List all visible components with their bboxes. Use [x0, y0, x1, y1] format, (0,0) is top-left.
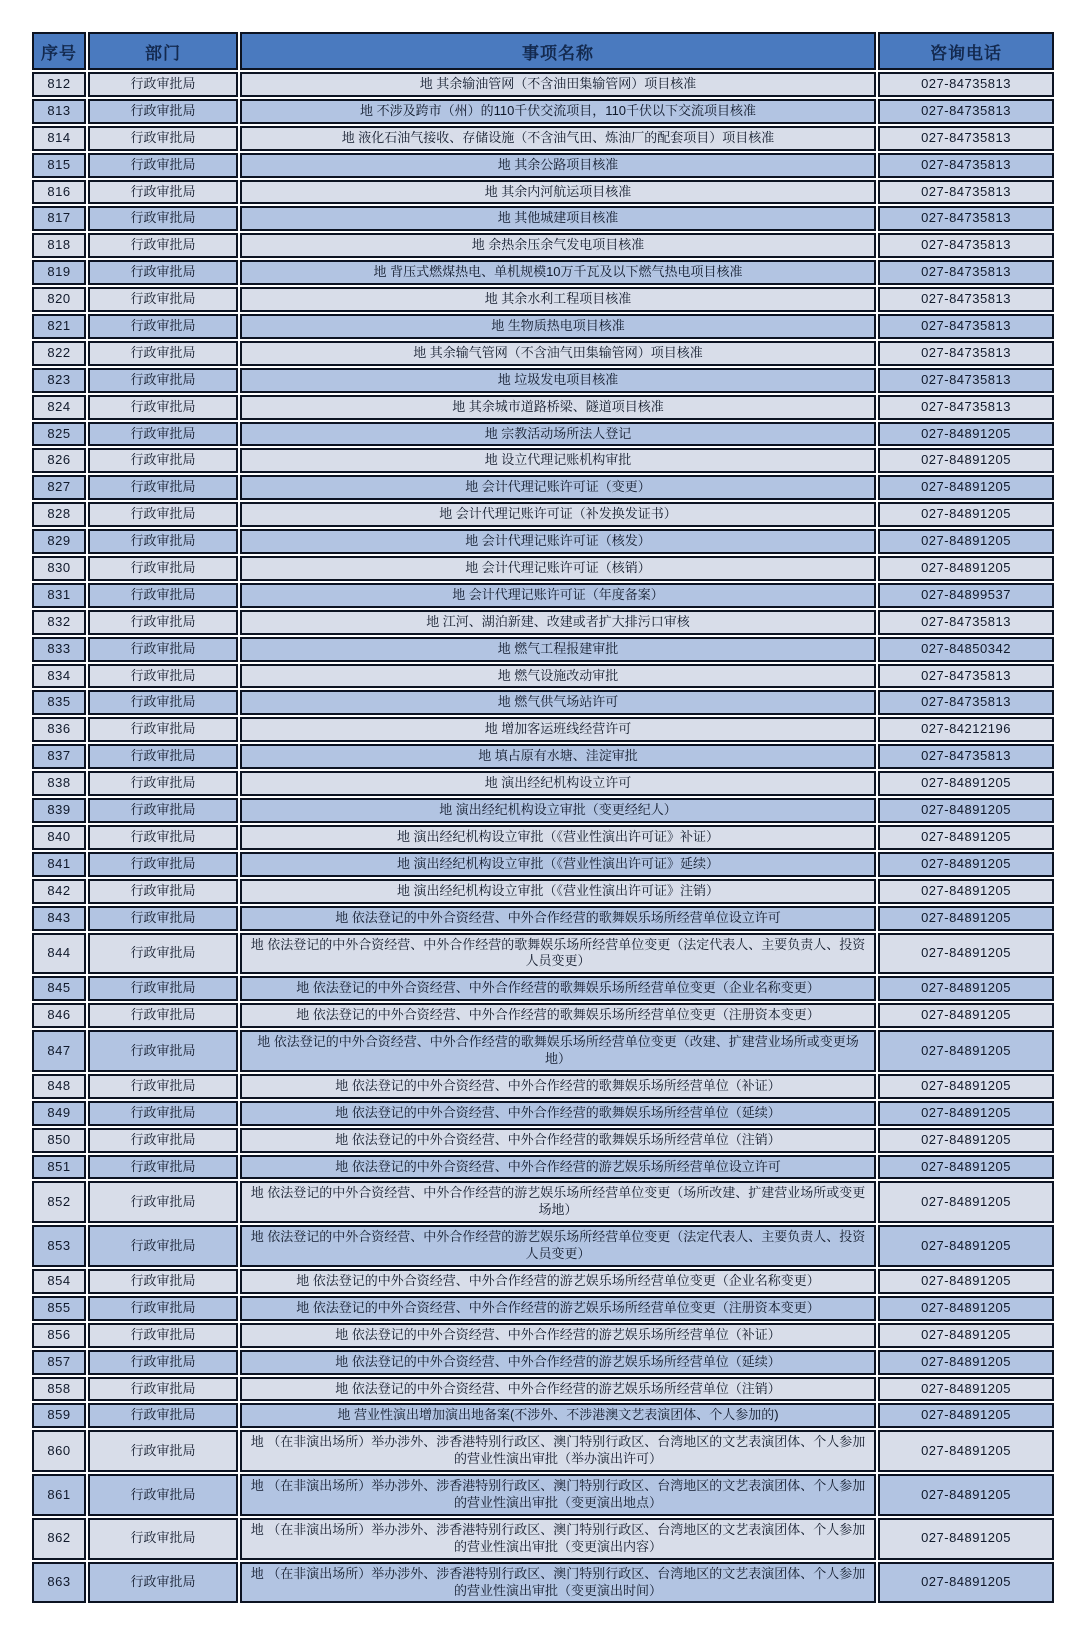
- item-name-cell: 地 依法登记的中外合资经营、中外合作经营的游艺娱乐场所经营单位（补证）: [240, 1323, 876, 1348]
- phone-cell: 027-84891205: [878, 1430, 1054, 1472]
- table-row: [32, 556, 1054, 581]
- row-number-cell: 845: [32, 976, 86, 1001]
- department-cell: 行政审批局: [88, 744, 238, 769]
- item-name-cell: 地 会计代理记账许可证（补发换发证书）: [240, 502, 876, 527]
- table-row: [32, 1269, 1054, 1294]
- item-name-cell: 地 其他城建项目核准: [240, 206, 876, 231]
- item-name-cell: 地 液化石油气接收、存储设施（不含油气田、炼油厂的配套项目）项目核准: [240, 126, 876, 151]
- table-row: [32, 1074, 1054, 1099]
- table-row: [32, 1518, 1054, 1560]
- phone-cell: 027-84850342: [878, 637, 1054, 662]
- row-number-cell: 828: [32, 502, 86, 527]
- department-cell: 行政审批局: [88, 260, 238, 285]
- department-cell: 行政审批局: [88, 341, 238, 366]
- row-number-cell: 848: [32, 1074, 86, 1099]
- phone-cell: 027-84212196: [878, 717, 1054, 742]
- phone-cell: 027-84891205: [878, 1030, 1054, 1072]
- department-cell: 行政审批局: [88, 933, 238, 975]
- department-cell: 行政审批局: [88, 287, 238, 312]
- department-cell: 行政审批局: [88, 879, 238, 904]
- item-name-cell: 地 依法登记的中外合资经营、中外合作经营的歌舞娱乐场所经营单位设立许可: [240, 906, 876, 931]
- department-cell: 行政审批局: [88, 1377, 238, 1402]
- row-number-cell: 836: [32, 717, 86, 742]
- column-header-dept: 部门: [88, 32, 238, 70]
- department-cell: 行政审批局: [88, 395, 238, 420]
- department-cell: 行政审批局: [88, 976, 238, 1001]
- table-row: [32, 798, 1054, 823]
- item-name-cell: 地 垃圾发电项目核准: [240, 368, 876, 393]
- table-row: [32, 99, 1054, 124]
- department-cell: 行政审批局: [88, 664, 238, 689]
- item-name-cell: 地 燃气设施改动审批: [240, 664, 876, 689]
- table-header: [32, 32, 1054, 70]
- item-name-cell: 地 演出经纪机构设立许可: [240, 771, 876, 796]
- phone-cell: 027-84891205: [878, 1350, 1054, 1375]
- item-name-cell: 地 生物质热电项目核准: [240, 314, 876, 339]
- item-name-cell: 地 燃气供气场站许可: [240, 690, 876, 715]
- phone-cell: 027-84899537: [878, 583, 1054, 608]
- department-cell: 行政审批局: [88, 233, 238, 258]
- department-cell: 行政审批局: [88, 1074, 238, 1099]
- item-name-cell: 地 其余水利工程项目核准: [240, 287, 876, 312]
- table-row: [32, 1101, 1054, 1126]
- phone-cell: 027-84891205: [878, 1269, 1054, 1294]
- department-cell: 行政审批局: [88, 825, 238, 850]
- item-name-cell: 地 不涉及跨市（州）的110千伏交流项目，110千伏以下交流项目核准: [240, 99, 876, 124]
- row-number-cell: 825: [32, 422, 86, 447]
- department-cell: 行政审批局: [88, 206, 238, 231]
- item-name-cell: 地 会计代理记账许可证（核发）: [240, 529, 876, 554]
- table-row: [32, 1430, 1054, 1472]
- item-name-cell: 地 依法登记的中外合资经营、中外合作经营的歌舞娱乐场所经营单位（注销）: [240, 1128, 876, 1153]
- department-cell: 行政审批局: [88, 1403, 238, 1428]
- table-row: [32, 906, 1054, 931]
- row-number-cell: 842: [32, 879, 86, 904]
- item-name-cell: 地 依法登记的中外合资经营、中外合作经营的歌舞娱乐场所经营单位变更（改建、扩建营业场所或变更场地）: [240, 1030, 876, 1072]
- phone-cell: 027-84735813: [878, 126, 1054, 151]
- row-number-cell: 843: [32, 906, 86, 931]
- department-cell: 行政审批局: [88, 798, 238, 823]
- table-row: [32, 422, 1054, 447]
- item-name-cell: 地 依法登记的中外合资经营、中外合作经营的歌舞娱乐场所经营单位变更（企业名称变更）: [240, 976, 876, 1001]
- row-number-cell: 835: [32, 690, 86, 715]
- table-row: [32, 1377, 1054, 1402]
- row-number-cell: 834: [32, 664, 86, 689]
- department-cell: 行政审批局: [88, 368, 238, 393]
- item-name-cell: 地 依法登记的中外合资经营、中外合作经营的游艺娱乐场所经营单位（注销）: [240, 1377, 876, 1402]
- phone-cell: 027-84891205: [878, 448, 1054, 473]
- department-cell: 行政审批局: [88, 1101, 238, 1126]
- phone-cell: 027-84891205: [878, 933, 1054, 975]
- phone-cell: 027-84735813: [878, 341, 1054, 366]
- phone-cell: 027-84891205: [878, 771, 1054, 796]
- row-number-cell: 826: [32, 448, 86, 473]
- row-number-cell: 859: [32, 1403, 86, 1428]
- table-row: [32, 610, 1054, 635]
- row-number-cell: 844: [32, 933, 86, 975]
- row-number-cell: 832: [32, 610, 86, 635]
- table-row: [32, 395, 1054, 420]
- item-name-cell: 地 填占原有水塘、洼淀审批: [240, 744, 876, 769]
- table-body: [32, 72, 1054, 1603]
- table-row: [32, 1350, 1054, 1375]
- row-number-cell: 817: [32, 206, 86, 231]
- phone-cell: 027-84891205: [878, 852, 1054, 877]
- item-name-cell: 地 设立代理记账机构审批: [240, 448, 876, 473]
- table-row: [32, 314, 1054, 339]
- table-row: [32, 448, 1054, 473]
- table-header-row: [32, 32, 1054, 70]
- item-name-cell: 地 其余输气管网（不含油气田集输管网）项目核准: [240, 341, 876, 366]
- table-row: [32, 1323, 1054, 1348]
- phone-cell: 027-84891205: [878, 1003, 1054, 1028]
- department-cell: 行政审批局: [88, 1323, 238, 1348]
- item-name-cell: 地 演出经纪机构设立审批（《营业性演出许可证》延续）: [240, 852, 876, 877]
- table-row: [32, 771, 1054, 796]
- row-number-cell: 824: [32, 395, 86, 420]
- phone-cell: 027-84891205: [878, 1225, 1054, 1267]
- row-number-cell: 823: [32, 368, 86, 393]
- row-number-cell: 820: [32, 287, 86, 312]
- phone-cell: 027-84891205: [878, 1101, 1054, 1126]
- department-cell: 行政审批局: [88, 1350, 238, 1375]
- item-name-cell: 地 其余城市道路桥梁、隧道项目核准: [240, 395, 876, 420]
- item-name-cell: 地 （在非演出场所）举办涉外、涉香港特别行政区、澳门特别行政区、台湾地区的文艺表演团体、个人参加的营业性演出审批（变更演出地点）: [240, 1474, 876, 1516]
- department-cell: 行政审批局: [88, 180, 238, 205]
- table-row: [32, 690, 1054, 715]
- item-name-cell: 地 依法登记的中外合资经营、中外合作经营的歌舞娱乐场所经营单位变更（注册资本变更）: [240, 1003, 876, 1028]
- column-header-seq: 序号: [32, 32, 86, 70]
- row-number-cell: 853: [32, 1225, 86, 1267]
- row-number-cell: 852: [32, 1181, 86, 1223]
- table-row: [32, 933, 1054, 975]
- table-row: [32, 717, 1054, 742]
- row-number-cell: 831: [32, 583, 86, 608]
- table-row: [32, 233, 1054, 258]
- table-row: [32, 1562, 1054, 1604]
- item-name-cell: 地 依法登记的中外合资经营、中外合作经营的歌舞娱乐场所经营单位（延续）: [240, 1101, 876, 1126]
- department-cell: 行政审批局: [88, 1430, 238, 1472]
- item-name-cell: 地 增加客运班线经营许可: [240, 717, 876, 742]
- department-cell: 行政审批局: [88, 1562, 238, 1604]
- department-cell: 行政审批局: [88, 502, 238, 527]
- row-number-cell: 847: [32, 1030, 86, 1072]
- department-cell: 行政审批局: [88, 529, 238, 554]
- department-cell: 行政审批局: [88, 99, 238, 124]
- phone-cell: 027-84735813: [878, 233, 1054, 258]
- phone-cell: 027-84891205: [878, 798, 1054, 823]
- department-cell: 行政审批局: [88, 1518, 238, 1560]
- row-number-cell: 841: [32, 852, 86, 877]
- item-name-cell: 地 背压式燃煤热电、单机规模10万千瓦及以下燃气热电项目核准: [240, 260, 876, 285]
- phone-cell: 027-84735813: [878, 610, 1054, 635]
- item-name-cell: 地 依法登记的中外合资经营、中外合作经营的游艺娱乐场所经营单位变更（注册资本变更）: [240, 1296, 876, 1321]
- approval-items-table: [30, 30, 1056, 1605]
- phone-cell: 027-84735813: [878, 206, 1054, 231]
- phone-cell: 027-84735813: [878, 153, 1054, 178]
- table-row: [32, 260, 1054, 285]
- table-row: [32, 744, 1054, 769]
- phone-cell: 027-84891205: [878, 1377, 1054, 1402]
- table-row: [32, 825, 1054, 850]
- department-cell: 行政审批局: [88, 906, 238, 931]
- phone-cell: 027-84891205: [878, 1403, 1054, 1428]
- department-cell: 行政审批局: [88, 72, 238, 97]
- row-number-cell: 829: [32, 529, 86, 554]
- phone-cell: 027-84735813: [878, 99, 1054, 124]
- phone-cell: 027-84891205: [878, 1518, 1054, 1560]
- table-row: [32, 1155, 1054, 1180]
- row-number-cell: 827: [32, 475, 86, 500]
- row-number-cell: 815: [32, 153, 86, 178]
- department-cell: 行政审批局: [88, 771, 238, 796]
- table-row: [32, 879, 1054, 904]
- item-name-cell: 地 （在非演出场所）举办涉外、涉香港特别行政区、澳门特别行政区、台湾地区的文艺表演团体、个人参加的营业性演出审批（变更演出时间）: [240, 1562, 876, 1604]
- item-name-cell: 地 其余输油管网（不含油田集输管网）项目核准: [240, 72, 876, 97]
- item-name-cell: 地 演出经纪机构设立审批（《营业性演出许可证》补证）: [240, 825, 876, 850]
- row-number-cell: 822: [32, 341, 86, 366]
- item-name-cell: 地 （在非演出场所）举办涉外、涉香港特别行政区、澳门特别行政区、台湾地区的文艺表演团体、个人参加的营业性演出审批（举办演出许可）: [240, 1430, 876, 1472]
- table-row: [32, 637, 1054, 662]
- item-name-cell: 地 依法登记的中外合资经营、中外合作经营的游艺娱乐场所经营单位设立许可: [240, 1155, 876, 1180]
- table-row: [32, 206, 1054, 231]
- row-number-cell: 856: [32, 1323, 86, 1348]
- phone-cell: 027-84891205: [878, 502, 1054, 527]
- table-row: [32, 583, 1054, 608]
- department-cell: 行政审批局: [88, 448, 238, 473]
- table-row: [32, 1296, 1054, 1321]
- row-number-cell: 863: [32, 1562, 86, 1604]
- department-cell: 行政审批局: [88, 852, 238, 877]
- phone-cell: 027-84891205: [878, 529, 1054, 554]
- item-name-cell: 地 余热余压余气发电项目核准: [240, 233, 876, 258]
- table-row: [32, 1403, 1054, 1428]
- table-row: [32, 287, 1054, 312]
- phone-cell: 027-84891205: [878, 1296, 1054, 1321]
- department-cell: 行政审批局: [88, 717, 238, 742]
- department-cell: 行政审批局: [88, 1155, 238, 1180]
- row-number-cell: 860: [32, 1430, 86, 1472]
- item-name-cell: 地 宗教活动场所法人登记: [240, 422, 876, 447]
- row-number-cell: 833: [32, 637, 86, 662]
- table-row: [32, 1225, 1054, 1267]
- department-cell: 行政审批局: [88, 637, 238, 662]
- row-number-cell: 849: [32, 1101, 86, 1126]
- table-row: [32, 341, 1054, 366]
- department-cell: 行政审批局: [88, 583, 238, 608]
- item-name-cell: 地 江河、湖泊新建、改建或者扩大排污口审核: [240, 610, 876, 635]
- phone-cell: 027-84891205: [878, 1181, 1054, 1223]
- table-row: [32, 664, 1054, 689]
- item-name-cell: 地 其余公路项目核准: [240, 153, 876, 178]
- row-number-cell: 830: [32, 556, 86, 581]
- item-name-cell: 地 依法登记的中外合资经营、中外合作经营的游艺娱乐场所经营单位（延续）: [240, 1350, 876, 1375]
- row-number-cell: 858: [32, 1377, 86, 1402]
- phone-cell: 027-84735813: [878, 287, 1054, 312]
- table-row: [32, 180, 1054, 205]
- department-cell: 行政审批局: [88, 422, 238, 447]
- phone-cell: 027-84891205: [878, 825, 1054, 850]
- department-cell: 行政审批局: [88, 126, 238, 151]
- item-name-cell: 地 会计代理记账许可证（核销）: [240, 556, 876, 581]
- phone-cell: 027-84891205: [878, 1155, 1054, 1180]
- row-number-cell: 819: [32, 260, 86, 285]
- department-cell: 行政审批局: [88, 690, 238, 715]
- phone-cell: 027-84891205: [878, 1323, 1054, 1348]
- table-row: [32, 976, 1054, 1001]
- item-name-cell: 地 会计代理记账许可证（变更）: [240, 475, 876, 500]
- row-number-cell: 813: [32, 99, 86, 124]
- table-row: [32, 126, 1054, 151]
- phone-cell: 027-84891205: [878, 879, 1054, 904]
- row-number-cell: 838: [32, 771, 86, 796]
- column-header-phone: 咨询电话: [878, 32, 1054, 70]
- department-cell: 行政审批局: [88, 153, 238, 178]
- item-name-cell: 地 依法登记的中外合资经营、中外合作经营的歌舞娱乐场所经营单位（补证）: [240, 1074, 876, 1099]
- item-name-cell: 地 （在非演出场所）举办涉外、涉香港特别行政区、澳门特别行政区、台湾地区的文艺表演团体、个人参加的营业性演出审批（变更演出内容）: [240, 1518, 876, 1560]
- table-row: [32, 852, 1054, 877]
- department-cell: 行政审批局: [88, 314, 238, 339]
- row-number-cell: 861: [32, 1474, 86, 1516]
- table-row: [32, 502, 1054, 527]
- phone-cell: 027-84735813: [878, 395, 1054, 420]
- table-row: [32, 1474, 1054, 1516]
- department-cell: 行政审批局: [88, 1003, 238, 1028]
- phone-cell: 027-84891205: [878, 1128, 1054, 1153]
- item-name-cell: 地 依法登记的中外合资经营、中外合作经营的游艺娱乐场所经营单位变更（企业名称变更）: [240, 1269, 876, 1294]
- table-row: [32, 529, 1054, 554]
- table-row: [32, 153, 1054, 178]
- department-cell: 行政审批局: [88, 1181, 238, 1223]
- row-number-cell: 857: [32, 1350, 86, 1375]
- phone-cell: 027-84891205: [878, 475, 1054, 500]
- item-name-cell: 地 依法登记的中外合资经营、中外合作经营的游艺娱乐场所经营单位变更（场所改建、扩建营业场所或变更场地）: [240, 1181, 876, 1223]
- row-number-cell: 812: [32, 72, 86, 97]
- row-number-cell: 821: [32, 314, 86, 339]
- phone-cell: 027-84891205: [878, 1474, 1054, 1516]
- table-row: [32, 1181, 1054, 1223]
- table-row: [32, 1030, 1054, 1072]
- phone-cell: 027-84891205: [878, 976, 1054, 1001]
- item-name-cell: 地 燃气工程报建审批: [240, 637, 876, 662]
- item-name-cell: 地 依法登记的中外合资经营、中外合作经营的歌舞娱乐场所经营单位变更（法定代表人、主要负责人、投资人员变更）: [240, 933, 876, 975]
- phone-cell: 027-84891205: [878, 1074, 1054, 1099]
- phone-cell: 027-84735813: [878, 664, 1054, 689]
- phone-cell: 027-84891205: [878, 422, 1054, 447]
- row-number-cell: 818: [32, 233, 86, 258]
- row-number-cell: 839: [32, 798, 86, 823]
- table-row: [32, 368, 1054, 393]
- department-cell: 行政审批局: [88, 1225, 238, 1267]
- row-number-cell: 851: [32, 1155, 86, 1180]
- phone-cell: 027-84735813: [878, 72, 1054, 97]
- row-number-cell: 862: [32, 1518, 86, 1560]
- department-cell: 行政审批局: [88, 610, 238, 635]
- department-cell: 行政审批局: [88, 556, 238, 581]
- row-number-cell: 837: [32, 744, 86, 769]
- department-cell: 行政审批局: [88, 1296, 238, 1321]
- phone-cell: 027-84891205: [878, 1562, 1054, 1604]
- phone-cell: 027-84735813: [878, 368, 1054, 393]
- phone-cell: 027-84735813: [878, 180, 1054, 205]
- row-number-cell: 840: [32, 825, 86, 850]
- table-row: [32, 72, 1054, 97]
- table-row: [32, 475, 1054, 500]
- department-cell: 行政审批局: [88, 1474, 238, 1516]
- department-cell: 行政审批局: [88, 1269, 238, 1294]
- row-number-cell: 814: [32, 126, 86, 151]
- phone-cell: 027-84891205: [878, 906, 1054, 931]
- row-number-cell: 816: [32, 180, 86, 205]
- department-cell: 行政审批局: [88, 1128, 238, 1153]
- row-number-cell: 846: [32, 1003, 86, 1028]
- column-header-item: 事项名称: [240, 32, 876, 70]
- phone-cell: 027-84891205: [878, 556, 1054, 581]
- row-number-cell: 854: [32, 1269, 86, 1294]
- item-name-cell: 地 演出经纪机构设立审批（《营业性演出许可证》注销）: [240, 879, 876, 904]
- item-name-cell: 地 其余内河航运项目核准: [240, 180, 876, 205]
- department-cell: 行政审批局: [88, 1030, 238, 1072]
- item-name-cell: 地 营业性演出增加演出地备案(不涉外、不涉港澳文艺表演团体、个人参加的): [240, 1403, 876, 1428]
- row-number-cell: 855: [32, 1296, 86, 1321]
- row-number-cell: 850: [32, 1128, 86, 1153]
- table-row: [32, 1003, 1054, 1028]
- department-cell: 行政审批局: [88, 475, 238, 500]
- item-name-cell: 地 演出经纪机构设立审批（变更经纪人）: [240, 798, 876, 823]
- item-name-cell: 地 会计代理记账许可证（年度备案）: [240, 583, 876, 608]
- phone-cell: 027-84735813: [878, 690, 1054, 715]
- phone-cell: 027-84735813: [878, 314, 1054, 339]
- item-name-cell: 地 依法登记的中外合资经营、中外合作经营的游艺娱乐场所经营单位变更（法定代表人、主要负责人、投资人员变更）: [240, 1225, 876, 1267]
- table-row: [32, 1128, 1054, 1153]
- phone-cell: 027-84735813: [878, 260, 1054, 285]
- phone-cell: 027-84735813: [878, 744, 1054, 769]
